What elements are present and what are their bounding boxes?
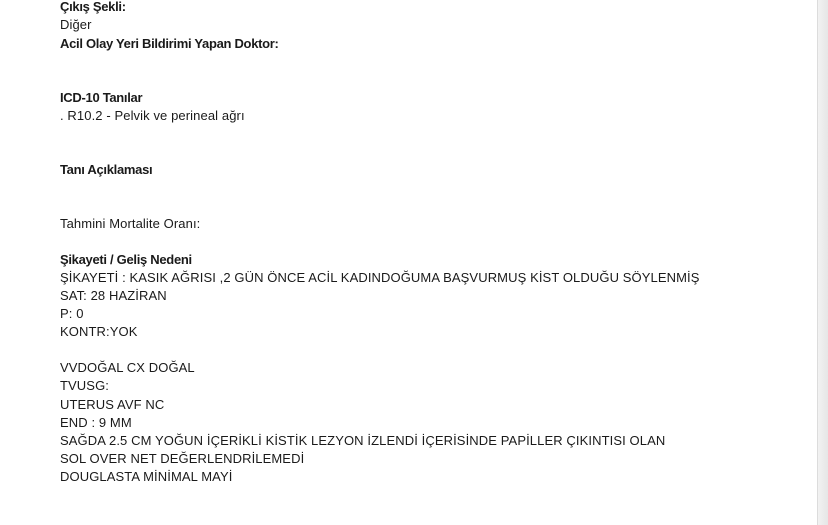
icd10-heading: ICD-10 Tanılar xyxy=(60,90,143,105)
finding-line: TVUSG: xyxy=(60,378,109,393)
complaint-line: KONTR:YOK xyxy=(60,324,138,339)
icd10-diagnosis-item: . R10.2 - Pelvik ve perineal ağrı xyxy=(60,108,245,123)
page-edge xyxy=(817,0,828,525)
complaint-line: SAT: 28 HAZİRAN xyxy=(60,288,167,303)
complaint-line: ŞİKAYETİ : KASIK AĞRISI ,2 GÜN ÖNCE ACİL KADINDOĞUMA BAŞVURMUŞ KİST OLDUĞU SÖYLENMİŞ xyxy=(60,270,700,285)
exit-type-label: Çıkış Şekli: xyxy=(60,0,126,14)
reporting-doctor-label: Acil Olay Yeri Bildirimi Yapan Doktor: xyxy=(60,36,279,51)
exit-type-value: Diğer xyxy=(60,17,92,32)
finding-line: SOL OVER NET DEĞERLENDRİLEMEDİ xyxy=(60,451,305,466)
diagnosis-description-heading: Tanı Açıklaması xyxy=(60,162,153,177)
mortality-rate-label: Tahmini Mortalite Oranı: xyxy=(60,216,201,231)
finding-line: SAĞDA 2.5 CM YOĞUN İÇERİKLİ KİSTİK LEZYON İZLENDİ İÇERİSİNDE PAPİLLER ÇIKINTISI OLAN xyxy=(60,433,666,448)
complaint-heading: Şikayeti / Geliş Nedeni xyxy=(60,252,192,267)
finding-line: VVDOĞAL CX DOĞAL xyxy=(60,360,195,375)
finding-line: UTERUS AVF NC xyxy=(60,397,165,412)
document-body xyxy=(60,0,810,525)
finding-line: END : 9 MM xyxy=(60,415,132,430)
finding-line: DOUGLASTA MİNİMAL MAYİ xyxy=(60,469,233,484)
complaint-line: P: 0 xyxy=(60,306,84,321)
